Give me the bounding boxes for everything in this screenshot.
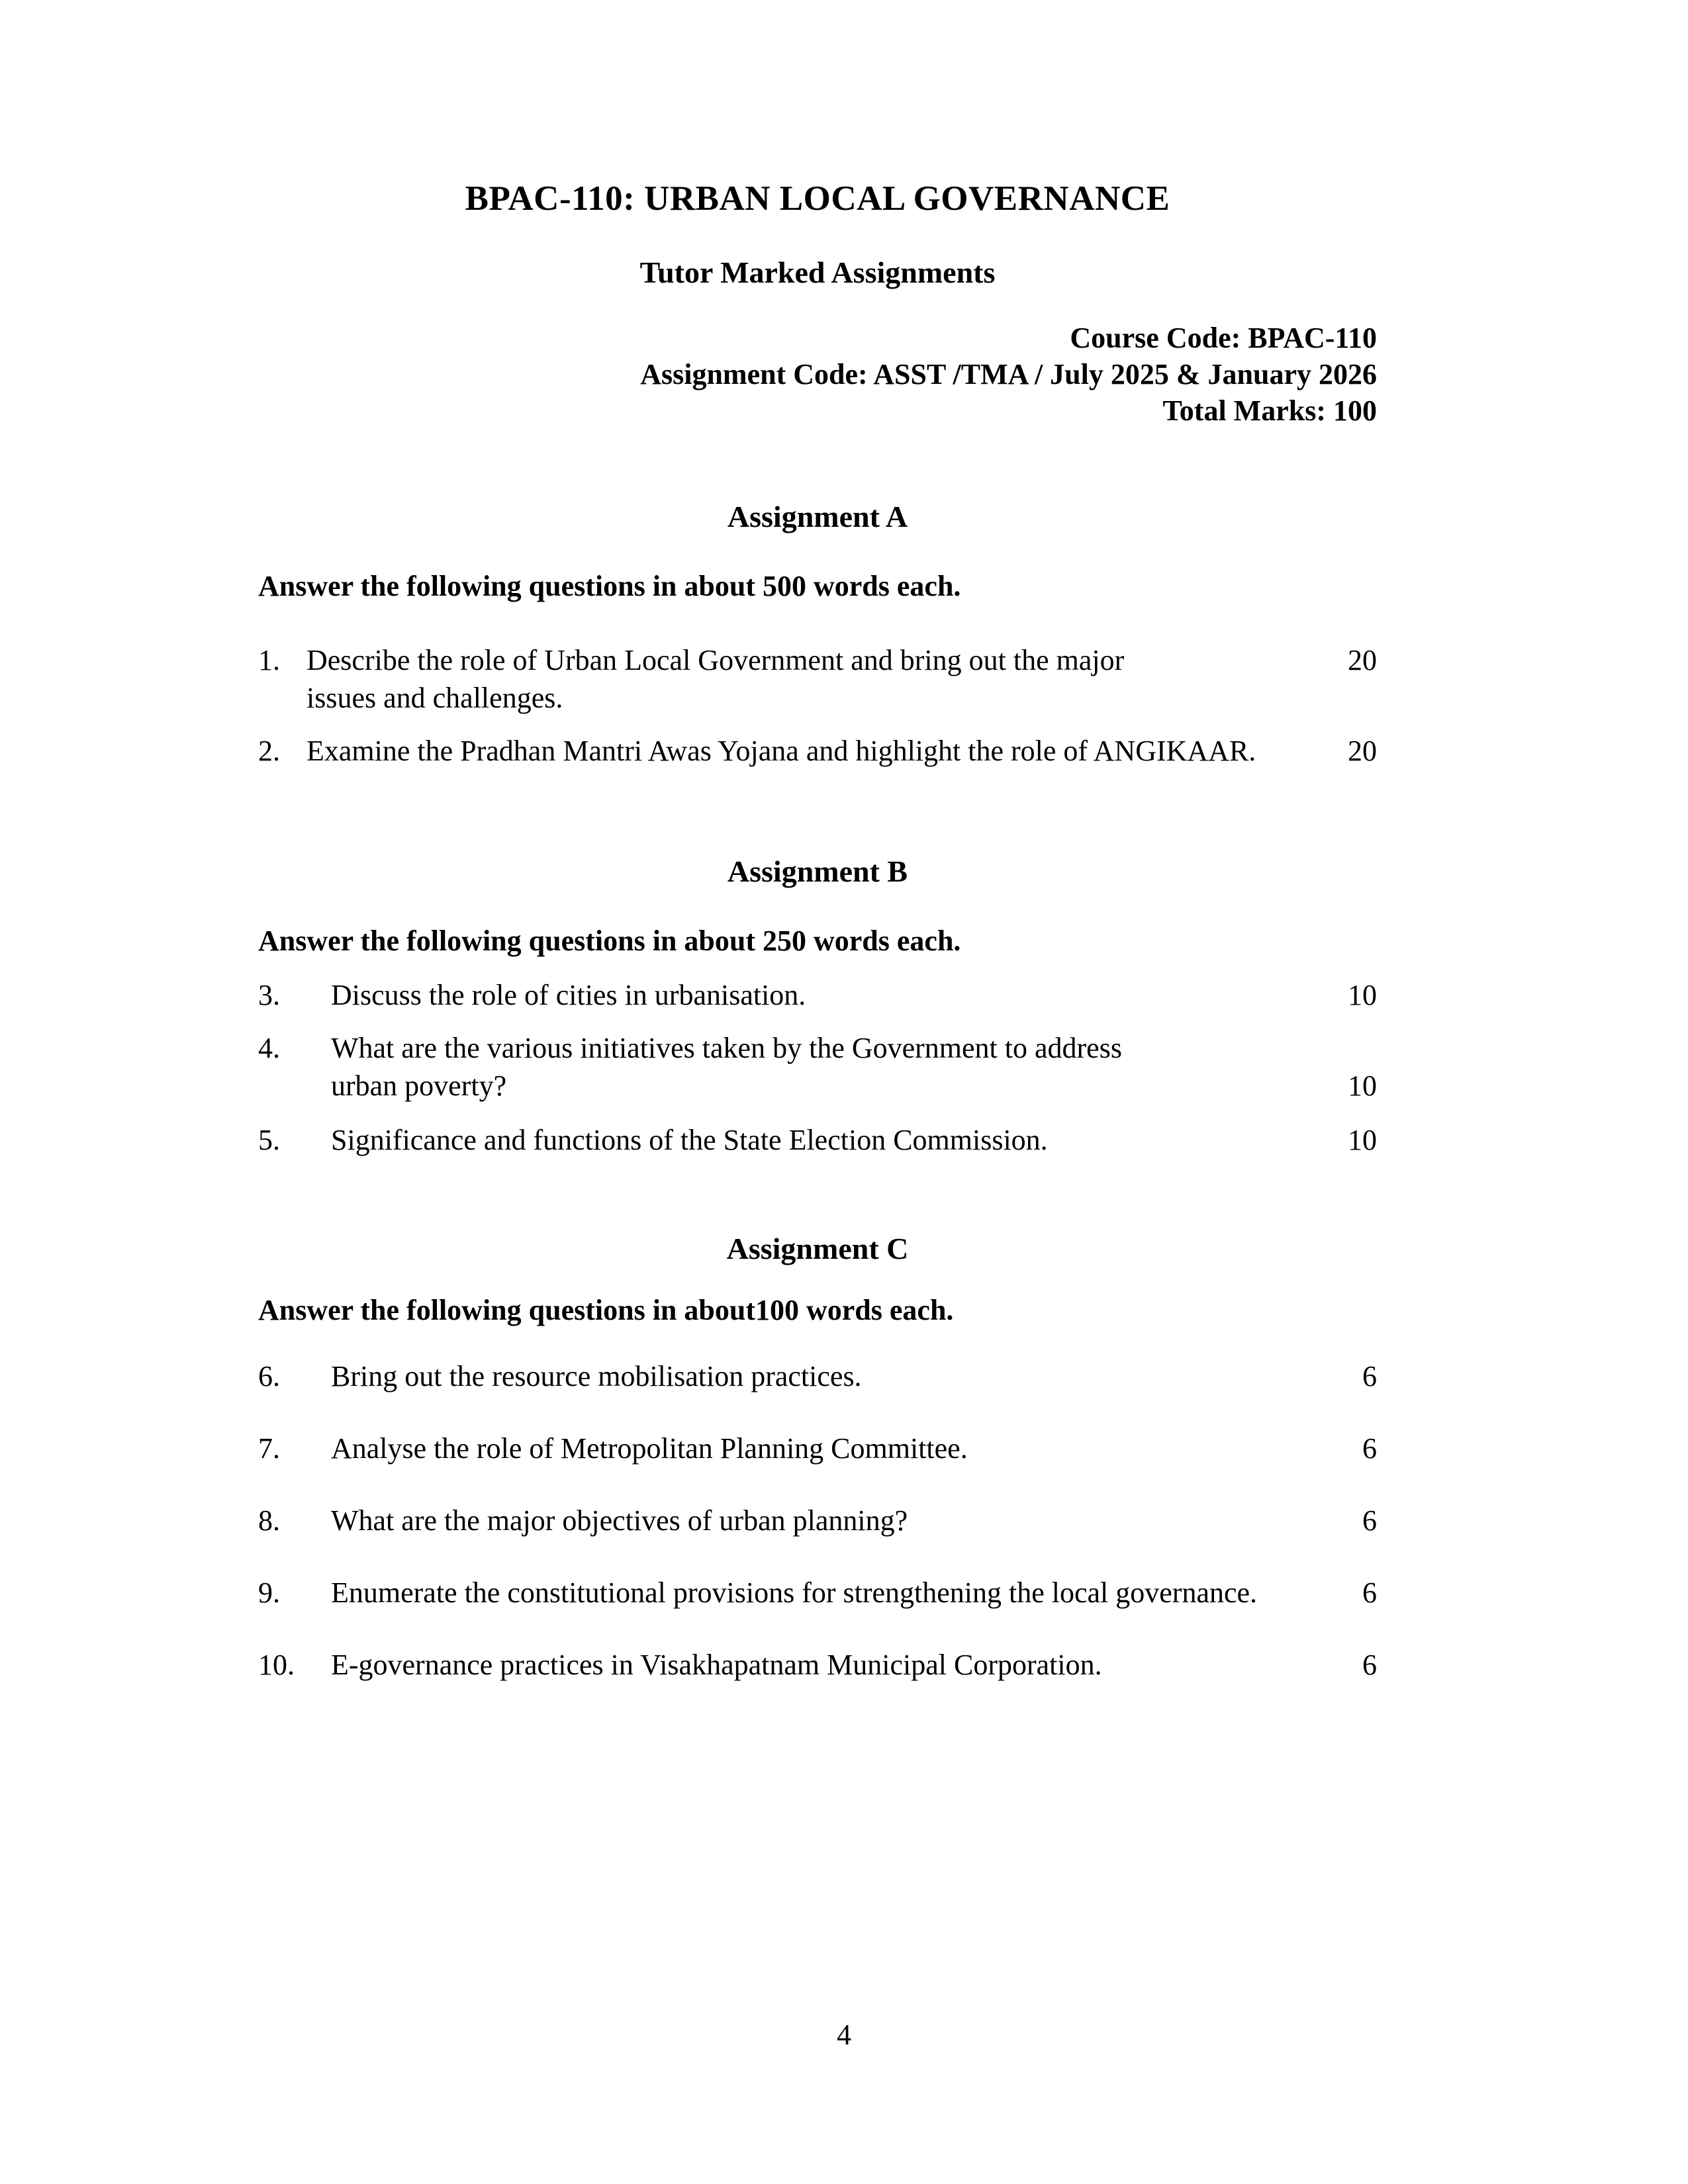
question-marks: 6: [1362, 1504, 1377, 1537]
question-row: [258, 1121, 1377, 1159]
question-text: Examine the Pradhan Mantri Awas Yojana and highlight the role of ANGIKAAR.: [306, 735, 1256, 767]
section-instruction-c: Answer the following questions in about100 words each.: [258, 1294, 954, 1326]
question-number: 5.: [258, 1124, 280, 1156]
question-marks: 6: [1362, 1360, 1377, 1392]
question-number: 6.: [258, 1360, 280, 1392]
course-info-block: [258, 320, 1377, 429]
section-heading-b: Assignment B: [727, 854, 908, 888]
question-number: 3.: [258, 979, 280, 1011]
question-text: What are the major objectives of urban planning?: [331, 1504, 908, 1537]
doc-subtitle: Tutor Marked Assignments: [639, 255, 996, 289]
doc-title: BPAC-110: URBAN LOCAL GOVERNANCE: [465, 179, 1170, 218]
section-c-questions: [258, 1357, 1377, 1684]
question-text: Bring out the resource mobilisation practices.: [331, 1360, 862, 1392]
question-row: [258, 641, 1377, 679]
question-number: 9.: [258, 1576, 280, 1609]
question-number: 7.: [258, 1432, 280, 1465]
question-marks: 10: [1348, 1069, 1377, 1102]
question-text: Enumerate the constitutional provisions for strengthening the local governance.: [331, 1576, 1258, 1609]
question-marks: 10: [1348, 1124, 1377, 1156]
question-marks: 6: [1362, 1432, 1377, 1465]
question-marks: 20: [1348, 644, 1377, 676]
question-row: [258, 976, 1377, 1014]
question-text: issues and challenges.: [306, 682, 563, 714]
section-b-questions: [258, 976, 1377, 1159]
question-row: [258, 1502, 1377, 1539]
question-text: Significance and functions of the State Election Commission.: [331, 1124, 1048, 1156]
section-heading-c: Assignment C: [726, 1232, 909, 1265]
total-marks-line: Total Marks: 100: [1162, 394, 1377, 427]
question-row-continuation: [258, 1067, 1377, 1105]
assignment-code-line: Assignment Code: ASST /TMA / July 2025 & January 2026: [640, 358, 1377, 390]
question-number: 1.: [258, 644, 280, 676]
question-number: 10.: [258, 1649, 295, 1681]
section-heading-a: Assignment A: [727, 500, 908, 533]
question-text: What are the various initiatives taken by the Government to address: [331, 1032, 1122, 1064]
question-marks: 6: [1362, 1649, 1377, 1681]
question-row: [258, 1430, 1377, 1467]
question-row: [258, 1574, 1377, 1612]
question-text: Describe the role of Urban Local Government and bring out the major: [306, 644, 1125, 676]
question-row: [258, 1357, 1377, 1395]
question-number: 8.: [258, 1504, 280, 1537]
question-text: urban poverty?: [331, 1069, 507, 1102]
question-marks: 10: [1348, 979, 1377, 1011]
document-content: [258, 0, 1377, 1684]
question-marks: 20: [1348, 735, 1377, 767]
page-number: 4: [837, 2019, 851, 2051]
question-number: 2.: [258, 735, 280, 767]
question-marks: 6: [1362, 1576, 1377, 1609]
section-a-questions: [258, 641, 1377, 770]
question-number: 4.: [258, 1032, 280, 1064]
question-row: [258, 1029, 1377, 1067]
section-instruction-a: Answer the following questions in about 500 words each.: [258, 570, 961, 602]
question-row: [258, 1646, 1377, 1684]
question-text: Discuss the role of cities in urbanisation.: [331, 979, 806, 1011]
course-code-line: Course Code: BPAC-110: [1070, 322, 1377, 354]
question-row-continuation: [258, 679, 1377, 717]
section-instruction-b: Answer the following questions in about 250 words each.: [258, 925, 961, 957]
question-text: Analyse the role of Metropolitan Planning Committee.: [331, 1432, 968, 1465]
question-row: [258, 732, 1377, 770]
question-text: E-governance practices in Visakhapatnam Municipal Corporation.: [331, 1649, 1102, 1681]
